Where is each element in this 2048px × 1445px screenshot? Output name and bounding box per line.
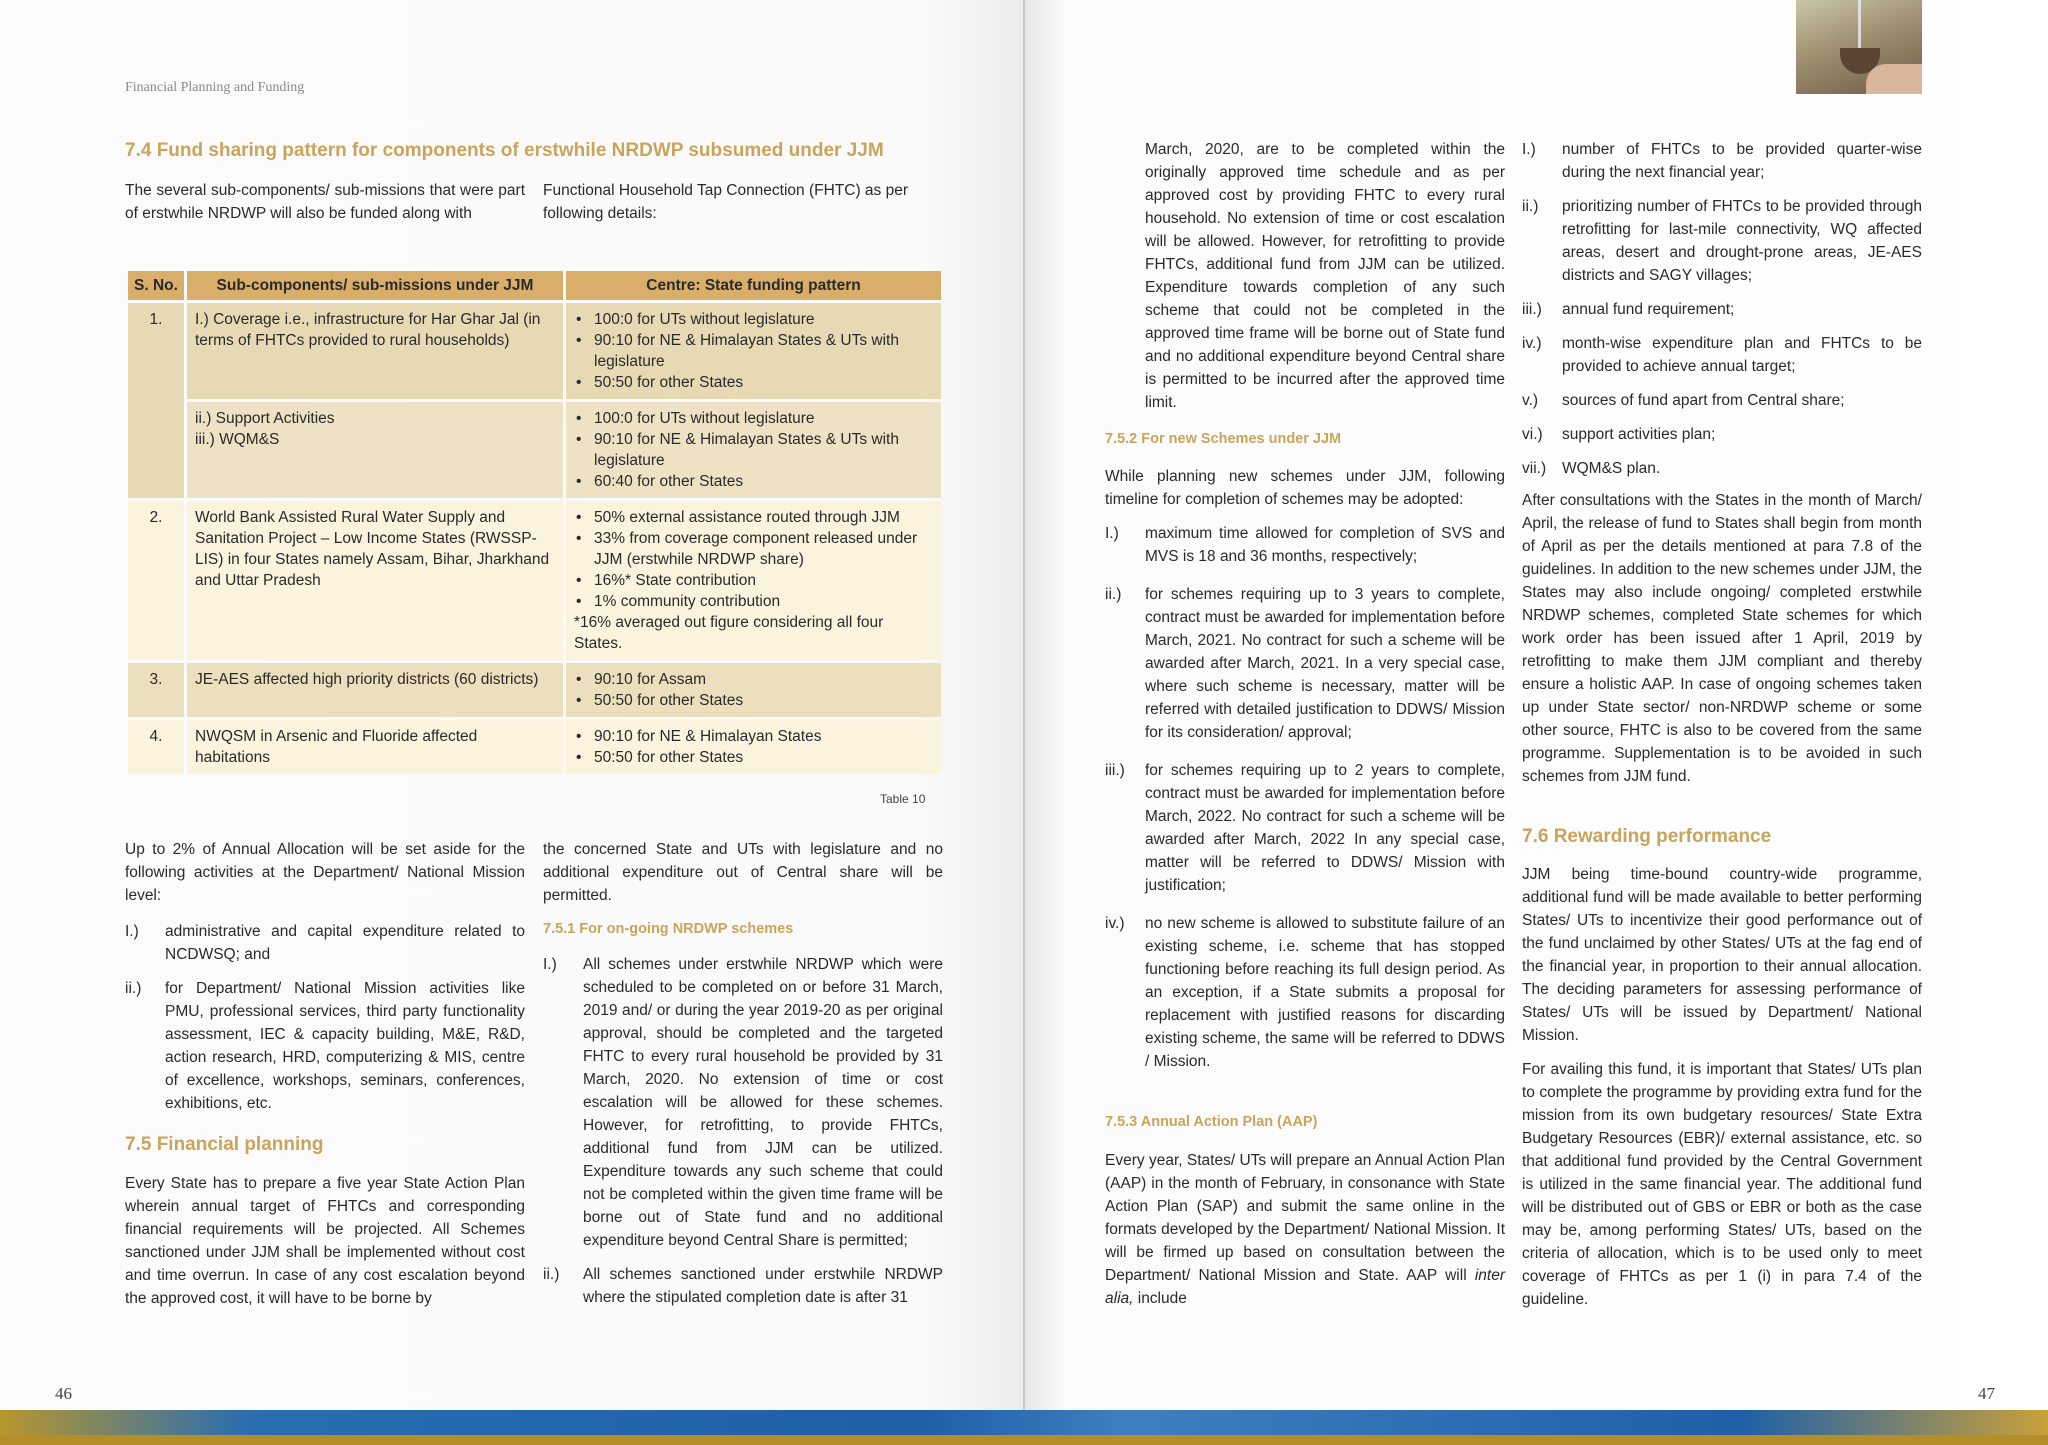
pattern-item: • 1% community contribution <box>594 591 933 612</box>
list-number: vi.) <box>1522 426 1543 443</box>
list-item <box>1522 138 1922 184</box>
pattern-item: • 90:10 for Assam <box>594 669 933 690</box>
table-cell-sno: 4. <box>128 720 184 774</box>
list-text: no new scheme is allowed to substitute failure of an existing scheme, i.e. scheme that has stopped functioning before reaching its full design period. As an exception, if a State submits a proposal for replacement with justified reasons for discarding existing scheme, the same will be referred to DDWS / Mission. <box>1145 915 1505 1070</box>
aap-contents-list <box>1522 138 1922 491</box>
table-header-sno: S. No. <box>128 271 184 300</box>
list-text: prioritizing number of FHTCs to be provided through retrofitting for last-mile connectivity, WQ affected areas, desert and drought-prone areas, JE-AES districts and SAGY villages; <box>1562 198 1922 284</box>
list-text: sources of fund apart from Central share; <box>1562 392 1845 409</box>
list-number: ii.) <box>1522 198 1539 215</box>
aap-followup-para: After consultations with the States in the month of March/ April, the release of fund to States shall begin from month of April as per the details mentioned at para 7.8 of the guidelines. In addition to the new schemes under JJM, the States may also include ongoing/ completed erstwhile NRDWP schemes, completed State schemes for which work order has been issued after 1 April, 2019 by retrofitting to make them JJM compliant and thereby ensure a holistic AAP. In case of ongoing schemes taken up under State sector/ non-NRDWP scheme or some other source, FHTC is also to be covered from the same programme. Supplementation is to be avoided in such schemes from JJM fund. <box>1522 492 1922 785</box>
list-number: I.) <box>125 923 139 940</box>
list-number: iii.) <box>1105 762 1125 779</box>
list-item <box>1522 423 1922 446</box>
table-cell-component: World Bank Assisted Rural Water Supply and Sanitation Project – Low Income States (RWSSP-LIS) in four States namely Assam, Bihar, Jharkhand and Uttar Pradesh <box>187 501 563 660</box>
list-text: maximum time allowed for completion of SVS and MVS is 18 and 36 months, respectively; <box>1145 525 1505 565</box>
table-header-row <box>128 271 941 300</box>
table-row <box>128 720 941 774</box>
sec752-para: While planning new schemes under JJM, following timeline for completion of schemes may be adopted: <box>1105 468 1505 508</box>
table-row <box>128 501 941 660</box>
sec753-text-b: include <box>1133 1290 1187 1307</box>
list-item <box>1522 298 1922 321</box>
page-number-left: 46 <box>55 1384 72 1403</box>
running-header: Financial Planning and Funding <box>125 80 305 95</box>
section-7-6-heading: 7.6 Rewarding performance <box>1522 826 1772 847</box>
list-item <box>125 977 525 1115</box>
pattern-item: • 90:10 for NE & Himalayan States <box>594 726 933 747</box>
footer-band-gold <box>0 1435 2048 1445</box>
table-row <box>128 402 941 498</box>
list-text: number of FHTCs to be provided quarter-wise during the next financial year; <box>1562 141 1922 181</box>
sec753-text-a: Every year, States/ UTs will prepare an Annual Action Plan (AAP) in the month of February, in consonance with State Action Plan (SAP) and submit the same online in the formats developed by the Department/ National Mission. It will be firmed up based on consultation between the Department/ National Mission and State. AAP will <box>1105 1152 1505 1284</box>
sec752-list <box>1105 522 1505 1084</box>
table-row <box>128 663 941 717</box>
list-number: ii.) <box>125 980 142 997</box>
sec753-text-italic: inter alia, <box>1105 1267 1505 1307</box>
sec74-intro-col2: Functional Household Tap Connection (FHTC) as per following details: <box>543 182 909 222</box>
table-cell-component: NWQSM in Arsenic and Fluoride affected habitations <box>187 720 563 774</box>
list-number: iv.) <box>1522 335 1542 352</box>
list-number: ii.) <box>1105 586 1122 603</box>
section-7-5-2-heading: 7.5.2 For new Schemes under JJM <box>1105 431 1342 447</box>
list-item <box>543 953 943 1252</box>
list-item <box>1105 522 1505 568</box>
table-header-components: Sub-components/ sub-missions under JJM <box>187 271 563 300</box>
list-number: v.) <box>1522 392 1539 409</box>
pattern-item: • 33% from coverage component released under JJM (erstwhile NRDWP share) <box>594 528 933 570</box>
table-cell-pattern <box>566 663 941 717</box>
list-item <box>1105 583 1505 744</box>
right-col1-continued: March, 2020, are to be completed within the originally approved time schedule and as per approved cost by providing FHTC to every rural household. No extension of time or cost escalation will be allowed. However, for retrofitting to provide FHTCs, additional fund from JJM can be utilized. Expenditure towards completion of any such scheme that could not be completed in the approved time frame will be borne out of State fund and no additional expenditure beyond Central share is permitted to be incurred after the approved time limit. <box>1145 141 1505 411</box>
list-item <box>125 920 525 966</box>
page-number-right: 47 <box>1978 1384 1995 1403</box>
pattern-item: • 16%* State contribution <box>594 570 933 591</box>
table-cell-pattern <box>566 501 941 660</box>
pattern-item: • 50:50 for other States <box>594 372 933 393</box>
funding-pattern-table <box>125 268 944 777</box>
list-text: administrative and capital expenditure related to NCDWSQ; and <box>165 923 525 963</box>
col2-list <box>543 953 943 1320</box>
list-text: month-wise expenditure plan and FHTCs to be provided to achieve annual target; <box>1562 335 1922 375</box>
water-stream-shape <box>1858 0 1861 50</box>
col2-para1: the concerned State and UTs with legislature and no additional expenditure out of Central share will be permitted. <box>543 841 943 904</box>
table-footnote: *16% averaged out figure considering all four States. <box>574 614 884 652</box>
pattern-item: • 90:10 for NE & Himalayan States & UTs with legislature <box>594 330 933 372</box>
page-spine <box>1023 0 1025 1445</box>
list-number: I.) <box>1105 525 1119 542</box>
pattern-item: • 60:40 for other States <box>594 471 933 492</box>
table-cell-pattern <box>566 402 941 498</box>
pattern-item: • 50:50 for other States <box>594 690 933 711</box>
sec74-intro-col1: The several sub-components/ sub-missions that were part of erstwhile NRDWP will also be funded along with <box>125 182 525 222</box>
section-7-5-heading: 7.5 Financial planning <box>125 1134 324 1155</box>
list-text: for schemes requiring up to 3 years to complete, contract must be awarded for implementation before March, 2021. No contract for such a scheme will be awarded after March, 2021. In a very special case, where such scheme is necessary, matter will be referred with detailed justification to DDWS/ Mission for its consideration/ approval; <box>1145 586 1505 741</box>
list-number: ii.) <box>543 1266 560 1283</box>
list-item <box>1522 389 1922 412</box>
pattern-item: • 90:10 for NE & Himalayan States & UTs with legislature <box>594 429 933 471</box>
list-item <box>1522 332 1922 378</box>
table-header-pattern: Centre: State funding pattern <box>566 271 941 300</box>
table-cell-pattern <box>566 303 941 399</box>
section-7-5-1-heading: 7.5.1 For on-going NRDWP schemes <box>543 921 794 937</box>
pattern-item: • 100:0 for UTs without legislature <box>594 408 933 429</box>
component-line: iii.) WQM&S <box>195 431 280 448</box>
sec76-para2: For availing this fund, it is important that States/ UTs plan to complete the programme by providing extra fund for the mission from its own budgetary resources/ State Extra Budgetary Resources (EBR)/ external assistance, etc. so that additional fund provided by the Central Government is utilized in the same financial year. The additional fund will be distributed out of GBS or EBR or both as the case may be, among performing States/ UTs, based on the criteria of allocation, which is to be used only to meet coverage of FHTCs as per 1 (i) in para 7.4 of the guideline. <box>1522 1061 1922 1308</box>
list-number: iv.) <box>1105 915 1125 932</box>
table-cell-sno: 1. <box>128 303 184 498</box>
table-cell-component: JE-AES affected high priority districts (60 districts) <box>187 663 563 717</box>
col1-list <box>125 920 525 1126</box>
list-item <box>1522 195 1922 287</box>
sec76-para1: JJM being time-bound country-wide programme, additional fund will be made available to better performing States/ UTs to incentivize their good performance out of the fund unclaimed by other States/ UTs at the fag end of the financial year, in proportion to their annual allocation. The deciding parameters for assessing performance of States/ UTs will be issued by Department/ National Mission. <box>1522 866 1922 1044</box>
list-text: annual fund requirement; <box>1562 301 1735 318</box>
list-text: WQM&S plan. <box>1562 460 1661 477</box>
list-item <box>1105 759 1505 897</box>
list-item <box>1522 457 1922 480</box>
pattern-item: • 50% external assistance routed through JJM <box>594 507 933 528</box>
list-text: for schemes requiring up to 2 years to complete, contract must be awarded for implementation before March, 2022. No contract for such a scheme will be awarded after March, 2022 In any special case, matter will be referred to DDWS/ Mission with justification; <box>1145 762 1505 894</box>
sec753-para <box>1105 1149 1505 1310</box>
hand-shape <box>1866 64 1922 94</box>
table-caption: Table 10 <box>880 792 926 806</box>
pattern-item: • 50:50 for other States <box>594 747 933 768</box>
header-photo-water-pouring <box>1796 0 1922 94</box>
sec75-para: Every State has to prepare a five year State Action Plan wherein annual target of FHTCs and corresponding financial requirements will be projected. All Schemes sanctioned under JJM shall be implemented without cost and time overrun. In case of any cost escalation beyond the approved cost, it will have to be borne by <box>125 1175 525 1307</box>
section-7-5-3-heading: 7.5.3 Annual Action Plan (AAP) <box>1105 1114 1318 1130</box>
list-text: All schemes sanctioned under erstwhile NRDWP where the stipulated completion date is after 31 <box>583 1266 943 1306</box>
list-text: for Department/ National Mission activities like PMU, professional services, third party functionality assessment, IEC & capacity building, M&E, R&D, action research, HRD, computerizing & MIS, centre of excellence, workshops, seminars, conferences, exhibitions, etc. <box>165 980 525 1112</box>
col1-para1: Up to 2% of Annual Allocation will be set aside for the following activities at the Department/ National Mission level: <box>125 841 525 904</box>
table-cell-sno: 2. <box>128 501 184 660</box>
list-item <box>1105 912 1505 1073</box>
list-item <box>543 1263 943 1309</box>
table-cell-pattern <box>566 720 941 774</box>
list-number: I.) <box>543 956 557 973</box>
table-cell-component <box>187 402 563 498</box>
list-number: I.) <box>1522 141 1536 158</box>
list-number: iii.) <box>1522 301 1542 318</box>
list-text: All schemes under erstwhile NRDWP which were scheduled to be completed on or before 31 March, 2019 and/ or during the year 2019-20 as per original approval, should be completed and the targeted FHTC to every rural household be provided by 31 March, 2020. No extension of time or cost escalation will be allowed for these schemes. However, for retrofitting, to provide FHTCs, additional fund from JJM can be utilized. Expenditure towards any such scheme that could not be completed within the given time frame will be borne out of State fund and no additional expenditure beyond Central Share is permitted; <box>583 956 943 1249</box>
list-number: vii.) <box>1522 460 1547 477</box>
list-text: support activities plan; <box>1562 426 1716 443</box>
pattern-item: • 100:0 for UTs without legislature <box>594 309 933 330</box>
component-line: ii.) Support Activities <box>195 410 335 427</box>
table-cell-sno: 3. <box>128 663 184 717</box>
table-row <box>128 303 941 399</box>
section-7-4-heading: 7.4 Fund sharing pattern for components of erstwhile NRDWP subsumed under JJM <box>125 140 884 161</box>
table-cell-component: I.) Coverage i.e., infrastructure for Har Ghar Jal (in terms of FHTCs provided to rural households) <box>187 303 563 399</box>
